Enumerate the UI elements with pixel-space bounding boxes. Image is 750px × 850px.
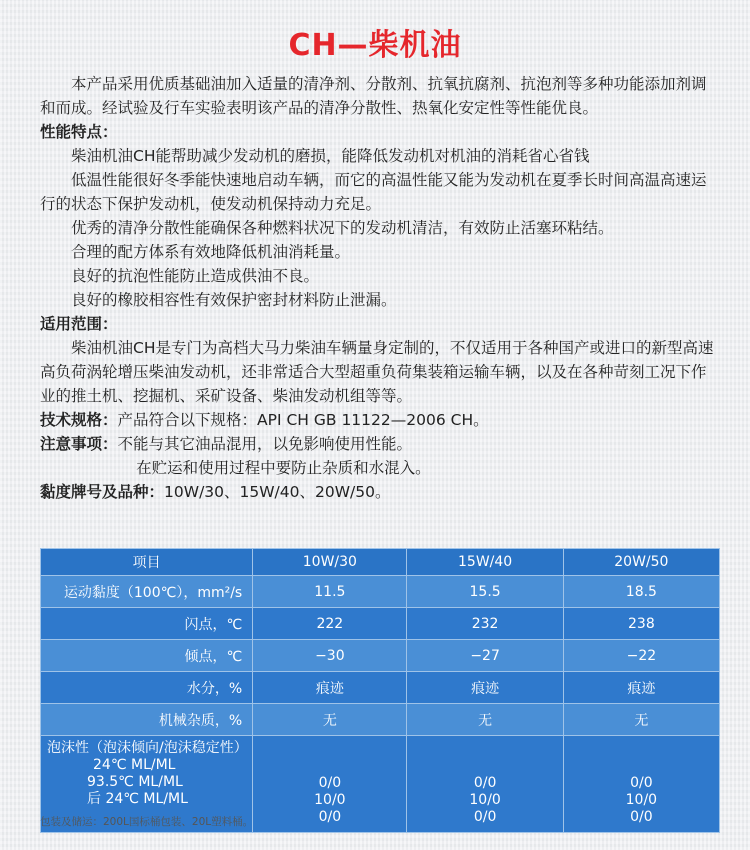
foam-value: 10/0: [625, 792, 658, 808]
grades-text: 10W/30、15W/40、20W/50。: [164, 483, 391, 501]
spec-line: [40, 408, 720, 432]
table-cell: 18.5: [563, 576, 719, 608]
spec-heading: 技术规格：: [40, 411, 118, 429]
notes-line1: 不能与其它油品混用，以免影响使用性能。: [117, 435, 413, 453]
foam-cell: [407, 736, 563, 833]
grades-line: [40, 480, 720, 504]
feature-item: 优秀的清净分散性能确保各种燃料状况下的发动机清洁，有效防止活塞环粘结。: [71, 219, 614, 237]
notes-line2: 在贮运和使用过程中要防止杂质和水混入。: [136, 459, 431, 477]
table-cell: 痕迹: [407, 672, 563, 704]
row-label: 机械杂质，%: [41, 704, 253, 736]
table-cell: 238: [563, 608, 719, 640]
foam-value: 0/0: [630, 809, 653, 825]
table-header-row: [41, 549, 720, 576]
foam-value: 0/0: [473, 809, 497, 825]
scope-text: 柴油机油CH是专门为高档大马力柴油车辆量身定制的，不仅适用于各种国产或进口的新型高速高负荷涡轮增压柴油发动机，还非常适合大型超重负荷集装箱运输车辆，以及在各种苛刻工况下作业的推土机、挖掘机、采矿设备、柴油发动机组等等。: [40, 339, 714, 405]
notes-line: [40, 432, 720, 456]
table-cell: 痕迹: [253, 672, 407, 704]
foam-cell: [253, 736, 407, 833]
table-header-cell: 项目: [41, 549, 253, 576]
foam-label-line: 后 24℃ ML/ML: [87, 791, 188, 807]
table-cell: −27: [407, 640, 563, 672]
table-cell: 15.5: [407, 576, 563, 608]
feature-item: 低温性能很好冬季能快速地启动车辆，而它的高温性能又能为发动机在夏季长时间高温高速运行的状态下保护发动机，使发动机保持动力充足。: [40, 171, 707, 213]
notes-heading: 注意事项：: [40, 435, 118, 453]
foam-label-line: 93.5℃ ML/ML: [87, 774, 183, 790]
foam-value: 0/0: [318, 775, 342, 791]
grades-heading: 黏度牌号及品种：: [40, 483, 165, 501]
table-cell: 无: [253, 704, 407, 736]
row-label: 闪点，℃: [41, 608, 253, 640]
foam-value: 0/0: [318, 809, 342, 825]
table-row: [41, 672, 720, 704]
foam-value: 10/0: [469, 792, 501, 808]
table-cell: 222: [253, 608, 407, 640]
feature-item: 柴油机油CH能帮助减少发动机的磨损，能降低发动机对机油的消耗省心省钱: [71, 147, 590, 165]
table-cell: 无: [563, 704, 719, 736]
table-row: [41, 576, 720, 608]
features-heading: 性能特点：: [40, 123, 118, 141]
table-header-cell: 20W/50: [563, 549, 719, 576]
foam-value: 0/0: [473, 775, 497, 791]
table-cell: 11.5: [253, 576, 407, 608]
foam-label-line: 泡沫性（泡沫倾向/泡沫稳定性）: [47, 740, 248, 756]
packaging-note: 包装及储运：200L国标桶包装、20L塑料桶。: [40, 816, 254, 828]
spec-table: [40, 548, 720, 833]
table-cell: 痕迹: [563, 672, 719, 704]
spec-text: 产品符合以下规格：API CH GB 11122—2006 CH。: [117, 411, 489, 429]
row-label: 运动黏度（100℃），mm²/s: [41, 576, 253, 608]
table-cell: 无: [407, 704, 563, 736]
intro-paragraph: 本产品采用优质基础油加入适量的清净剂、分散剂、抗氧抗腐剂、抗泡剂等多种功能添加剂调和而成。经试验及行车实验表明该产品的清净分散性、热氧化安定性等性能优良。: [40, 75, 707, 117]
feature-item: 合理的配方体系有效地降低机油消耗量。: [71, 243, 351, 261]
table-cell: −22: [563, 640, 719, 672]
foam-value: 10/0: [314, 792, 346, 808]
table-row: [41, 704, 720, 736]
table-header-cell: 15W/40: [407, 549, 563, 576]
foam-value: 0/0: [630, 775, 653, 791]
page-title: CH—柴机油: [288, 28, 462, 63]
foam-label-line: 24℃ ML/ML: [93, 757, 176, 773]
product-description: [40, 72, 720, 504]
table-cell: −30: [253, 640, 407, 672]
feature-item: 良好的抗泡性能防止造成供油不良。: [71, 267, 320, 285]
scope-heading: 适用范围：: [40, 315, 118, 333]
foam-cell: [563, 736, 719, 833]
feature-item: 良好的橡胶相容性有效保护密封材料防止泄漏。: [71, 291, 397, 309]
row-label: 水分，%: [41, 672, 253, 704]
table-cell: 232: [407, 608, 563, 640]
table-row: [41, 608, 720, 640]
row-label: 倾点，℃: [41, 640, 253, 672]
table-row: [41, 640, 720, 672]
table-header-cell: 10W/30: [253, 549, 407, 576]
